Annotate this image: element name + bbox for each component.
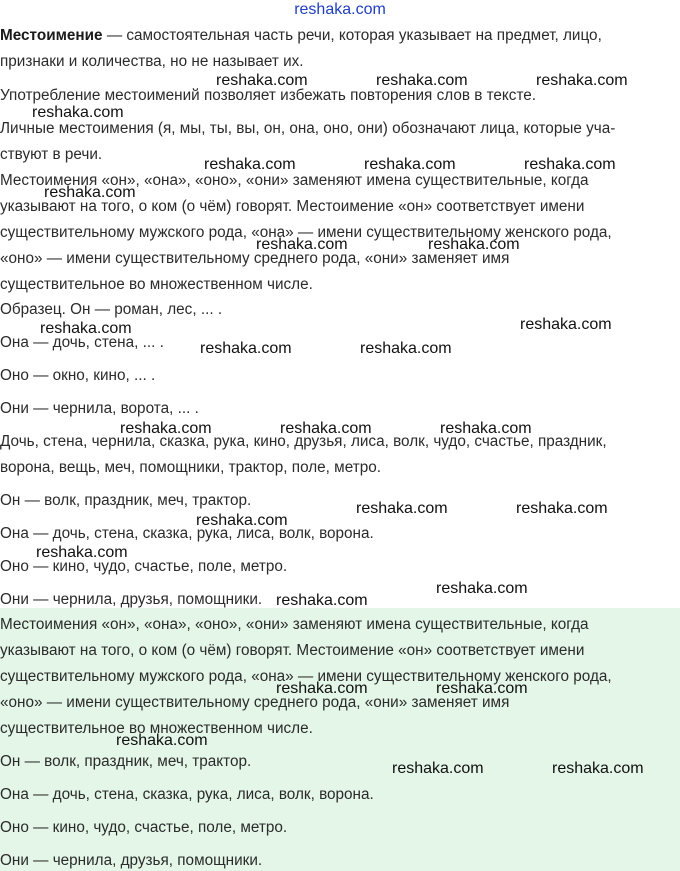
watermark: reshaka.com (40, 320, 132, 337)
watermark: reshaka.com (520, 316, 612, 333)
watermark: reshaka.com (120, 420, 212, 437)
theory-p2: Употребление местоимений позволяет избежать повторения слов в тексте. (0, 87, 537, 104)
theory-p4-line2: указывают на того, о ком (о чём) говорят. Местоимение «он» соответствует имени (0, 198, 585, 215)
watermark: reshaka.com (216, 72, 308, 89)
answer-line3: существительному мужского рода, «она» — имени существительному женского рода, (0, 668, 612, 685)
exercise-words-line2: ворона, вещь, меч, помощники, трактор, поле, метро. (0, 459, 381, 476)
watermark: reshaka.com (36, 544, 128, 561)
site-link[interactable]: reshaka.com (294, 1, 386, 18)
watermark: reshaka.com (392, 760, 484, 777)
answer-line5: существительное во множественном числе. (0, 720, 313, 737)
answer-ono: Оно — кино, чудо, счастье, поле, метро. (0, 819, 288, 836)
watermark: reshaka.com (196, 512, 288, 529)
watermark: reshaka.com (204, 156, 296, 173)
theory-p4-line1: Местоимения «он», «она», «оно», «они» заменяют имена существительные, когда (0, 172, 589, 189)
theory-p1-rest: — самостоятельная часть речи, которая указывает на предмет, лицо, (102, 27, 602, 44)
watermark: reshaka.com (436, 680, 528, 697)
theory-p1-line2: признаки и количества, но не называет их. (0, 53, 304, 70)
watermark: reshaka.com (524, 156, 616, 173)
exercise-ona: Она — дочь, стена, ... . (0, 334, 164, 351)
watermark: reshaka.com (256, 236, 348, 253)
watermark: reshaka.com (32, 104, 124, 121)
watermark: reshaka.com (376, 72, 468, 89)
watermark: reshaka.com (428, 236, 520, 253)
exercise-sample: Образец. Он — роман, лес, ... . (0, 301, 223, 318)
theory-p3-line1: Личные местоимения (я, мы, ты, вы, он, она, оно, они) обозначают лица, которые уча- (0, 120, 616, 137)
exercise-words-line1: Дочь, стена, чернила, сказка, рука, кино, друзья, лиса, волк, чудо, счастье, праздник, (0, 433, 607, 450)
watermark: reshaka.com (276, 680, 368, 697)
watermark: reshaka.com (440, 420, 532, 437)
watermark: reshaka.com (552, 760, 644, 777)
watermark: reshaka.com (536, 72, 628, 89)
answer-line4: «оно» — имени существительному среднего рода, «они» заменяет имя (0, 694, 510, 711)
exercise-result-oni: Они — чернила, друзья, помощники. (0, 591, 263, 608)
watermark: reshaka.com (44, 184, 136, 201)
theory-p4-line4: «оно» — имени существительному среднего рода, «они» заменяет имя (0, 250, 510, 267)
watermark: reshaka.com (116, 732, 208, 749)
watermark: reshaka.com (200, 340, 292, 357)
theory-p1-line1 (0, 26, 602, 46)
answer-line2: указывают на того, о ком (о чём) говорят. Местоимение «он» соответствует имени (0, 642, 585, 659)
watermark: reshaka.com (516, 500, 608, 517)
watermark: reshaka.com (364, 156, 456, 173)
exercise-result-on: Он — волк, праздник, меч, трактор. (0, 492, 252, 509)
watermark: reshaka.com (436, 580, 528, 597)
answer-on: Он — волк, праздник, меч, трактор. (0, 753, 252, 770)
term-bold: Местоимение (0, 27, 103, 44)
site-header (0, 0, 680, 24)
theory-p3-line2: ствуют в речи. (0, 146, 103, 163)
exercise-ono: Оно — окно, кино, ... . (0, 367, 156, 384)
answer-ona: Она — дочь, стена, сказка, рука, лиса, волк, ворона. (0, 786, 374, 803)
watermark: reshaka.com (360, 340, 452, 357)
answer-line1: Местоимения «он», «она», «оно», «они» заменяют имена существительные, когда (0, 616, 589, 633)
exercise-oni: Они — чернила, ворота, ... . (0, 400, 199, 417)
answer-oni: Они — чернила, друзья, помощники. (0, 852, 263, 869)
exercise-result-ona: Она — дочь, стена, сказка, рука, лиса, волк, ворона. (0, 525, 374, 542)
watermark: reshaka.com (276, 592, 368, 609)
exercise-result-ono: Оно — кино, чудо, счастье, поле, метро. (0, 558, 288, 575)
watermark: reshaka.com (356, 500, 448, 517)
theory-p4-line3: существительному мужского рода, «она» — имени существительному женского рода, (0, 224, 612, 241)
watermark: reshaka.com (280, 420, 372, 437)
theory-p4-line5: существительное во множественном числе. (0, 276, 313, 293)
